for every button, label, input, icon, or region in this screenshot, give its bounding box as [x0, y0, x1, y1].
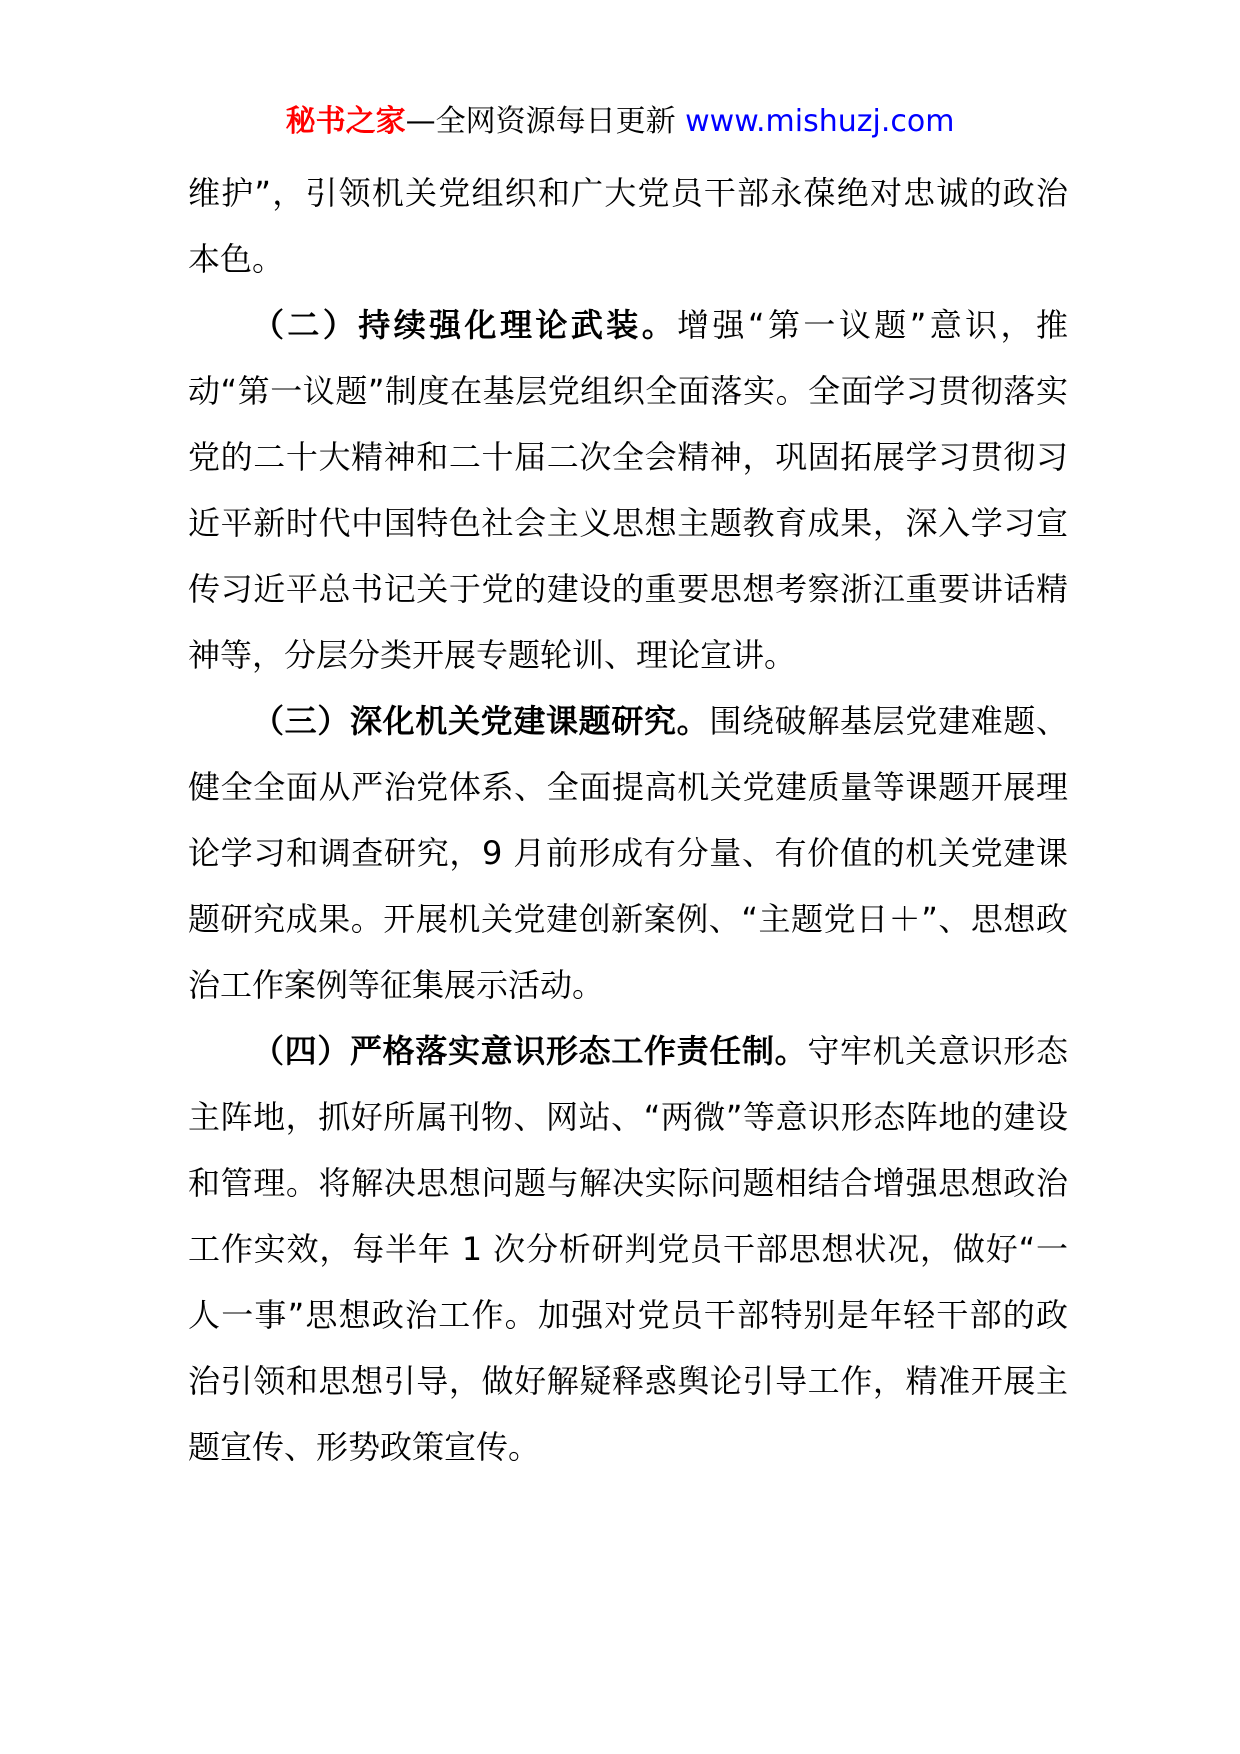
- paragraph-1: [188, 160, 1068, 292]
- paragraph-text: 围绕破解基层党建难题、健全全面从严治党体系、全面提高机关党建质量等课题开展理论学习和调查研究，9 月前形成有分量、有价值的机关党建课题研究成果。开展机关党建创新案例、“主题党日＋”、思想政治工作案例等征集展示活动。: [188, 702, 1068, 1004]
- paragraph-3: [188, 688, 1068, 1018]
- header-tagline: —全网资源每日更新: [405, 104, 686, 139]
- paragraph-text: 维护”，引领机关党组织和广大党员干部永葆绝对忠诚的政治本色。: [188, 174, 1068, 278]
- section-heading: （二）持续强化理论武装。: [252, 306, 678, 344]
- paragraph-2: [188, 292, 1068, 688]
- brand-name: 秘书之家: [285, 104, 406, 139]
- paragraph-4: [188, 1018, 1068, 1480]
- section-heading: （三）深化机关党建课题研究。: [252, 702, 710, 740]
- paragraph-text: 守牢机关意识形态主阵地，抓好所属刊物、网站、“两微”等意识形态阵地的建设和管理。将解决思想问题与解决实际问题相结合增强思想政治工作实效，每半年 1 次分析研判党员干部思想状况，做好“一人一事”思想政治工作。加强对党员干部特别是年轻干部的政治引领和思想引导，做好解疑释惑舆论引导工作，精准开展主题宣传、形势政策宣传。: [188, 1032, 1068, 1466]
- paragraph-text: 增强“第一议题”意识，推动“第一议题”制度在基层党组织全面落实。全面学习贯彻落实党的二十大精神和二十届二次全会精神，巩固拓展学习贯彻习近平新时代中国特色社会主义思想主题教育成果，深入学习宣传习近平总书记关于党的建设的重要思想考察浙江重要讲话精神等，分层分类开展专题轮训、理论宣讲。: [188, 306, 1068, 674]
- section-heading: （四）严格落实意识形态工作责任制。: [252, 1032, 808, 1070]
- site-url-link[interactable]: www.mishuzj.com: [685, 104, 955, 139]
- document-body: [188, 160, 1068, 1480]
- page-header: [0, 102, 1240, 142]
